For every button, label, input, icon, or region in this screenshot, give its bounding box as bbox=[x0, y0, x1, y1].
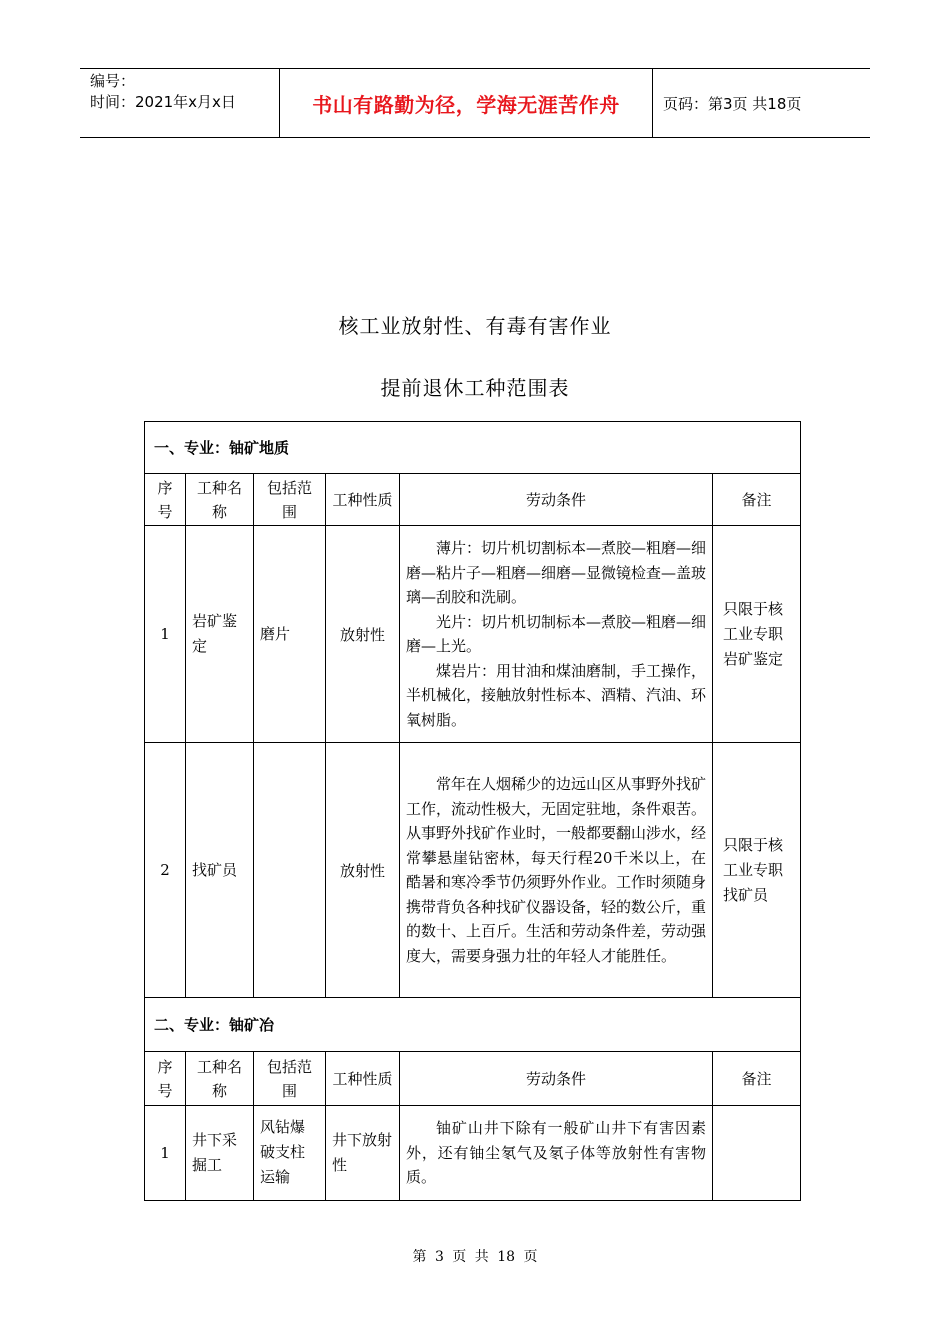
condition-paragraph: 煤岩片：用甘油和煤油磨制，手工操作，半机械化，接触放射性标本、酒精、汽油、环氧树脂。 bbox=[406, 661, 707, 729]
col-header-name: 工种名称 bbox=[186, 1052, 254, 1106]
page-footer: 第 3 页 共 18 页 bbox=[412, 1249, 538, 1265]
col-header-name: 工种名称 bbox=[186, 474, 254, 526]
header-motto-cell bbox=[280, 69, 653, 137]
document-title-line2: 提前退休工种范围表 bbox=[380, 376, 570, 400]
row-seq: 1 bbox=[145, 526, 186, 743]
row-conditions bbox=[400, 1106, 713, 1201]
document-number-label: 编号： bbox=[90, 72, 136, 90]
col-header-nature: 工种性质 bbox=[326, 1052, 400, 1106]
row-job-name: 岩矿鉴定 bbox=[186, 526, 254, 743]
condition-paragraph: 光片：切片机切制标本—煮胶—粗磨—细磨—上光。 bbox=[406, 612, 707, 655]
document-time-label: 时间：2021年x月x日 bbox=[90, 93, 236, 111]
col-header-nature: 工种性质 bbox=[326, 474, 400, 526]
condition-paragraph: 铀矿山井下除有一般矿山井下有害因素外，还有铀尘氡气及氡子体等放射性有害物质。 bbox=[406, 1119, 706, 1186]
row-note bbox=[713, 1106, 801, 1201]
table-row bbox=[145, 1106, 801, 1201]
row-nature: 井下放射性 bbox=[326, 1106, 400, 1201]
section-heading-row bbox=[145, 998, 801, 1052]
col-header-scope: 包括范围 bbox=[254, 474, 326, 526]
row-job-name: 井下采掘工 bbox=[186, 1106, 254, 1201]
row-nature: 放射性 bbox=[326, 743, 400, 998]
row-conditions bbox=[400, 526, 713, 743]
row-seq: 1 bbox=[145, 1106, 186, 1201]
row-note: 只限于核工业专职找矿员 bbox=[713, 743, 801, 998]
section-heading: 二、专业：铀矿冶 bbox=[145, 998, 801, 1052]
row-scope bbox=[254, 743, 326, 998]
section-heading-row bbox=[145, 422, 801, 474]
row-nature: 放射性 bbox=[326, 526, 400, 743]
condition-paragraph: 常年在人烟稀少的边远山区从事野外找矿工作，流动性极大，无固定驻地，条件艰苦。从事野外找矿作业时，一般都要翻山涉水，经常攀悬崖钻密林，每天行程20千米以上，在酷暑和寒冷季节仍须野外作业。工作时须随身携带背负各种找矿仪器设备，轻的数公斤，重的数十、上百斤。生活和劳动条件差，劳动强度大，需要身强力壮的年轻人才能胜任。 bbox=[406, 775, 707, 965]
col-header-conditions: 劳动条件 bbox=[400, 474, 713, 526]
table-row bbox=[145, 526, 801, 743]
col-header-seq: 序号 bbox=[145, 474, 186, 526]
col-header-conditions: 劳动条件 bbox=[400, 1052, 713, 1106]
header-motto: 书山有路勤为径，学海无涯苦作舟 bbox=[312, 92, 620, 117]
col-header-scope: 包括范围 bbox=[254, 1052, 326, 1106]
row-scope: 磨片 bbox=[254, 526, 326, 743]
row-seq: 2 bbox=[145, 743, 186, 998]
row-job-name: 找矿员 bbox=[186, 743, 254, 998]
table-row bbox=[145, 743, 801, 998]
col-header-note: 备注 bbox=[713, 1052, 801, 1106]
col-header-note: 备注 bbox=[713, 474, 801, 526]
header-meta bbox=[80, 69, 280, 137]
row-note: 只限于核工业专职岩矿鉴定 bbox=[713, 526, 801, 743]
header-page-info: 页码：第3页 共18页 bbox=[663, 94, 802, 113]
job-range-table bbox=[144, 421, 801, 1201]
condition-paragraph: 薄片：切片机切割标本—煮胶—粗磨—细磨—粘片子—粗磨—细磨—显微镜检查—盖玻璃—刮胶和洗刷。 bbox=[406, 539, 707, 606]
column-header-row bbox=[145, 1052, 801, 1106]
row-conditions bbox=[400, 743, 713, 998]
section-heading: 一、专业：铀矿地质 bbox=[145, 422, 801, 474]
row-scope: 风钻爆破支柱运输 bbox=[254, 1106, 326, 1201]
col-header-seq: 序号 bbox=[145, 1052, 186, 1106]
document-title-line1: 核工业放射性、有毒有害作业 bbox=[338, 314, 612, 338]
page-header bbox=[80, 68, 870, 138]
column-header-row bbox=[145, 474, 801, 526]
